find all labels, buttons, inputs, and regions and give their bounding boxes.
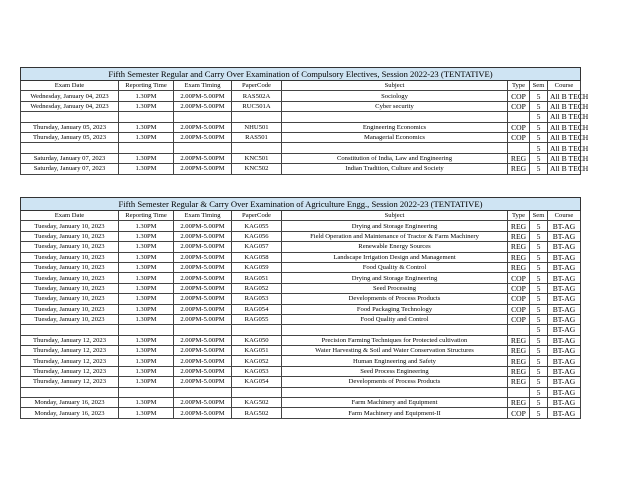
sem-cell: 5: [530, 377, 548, 387]
sem-cell: 5: [530, 283, 548, 293]
sem-cell: 5: [530, 335, 548, 345]
type-cell: COP: [508, 101, 530, 111]
column-header: Exam Timing: [174, 81, 232, 91]
reporting-time-cell: 1.30PM: [119, 335, 174, 345]
exam-timing-cell: 2.00PM-5.00PM: [174, 398, 232, 408]
exam-timing-cell: [174, 112, 232, 122]
exam-date-cell: Tuesday, January 10, 2023: [21, 304, 119, 314]
paper-code-cell: RAS502A: [232, 91, 282, 101]
paper-code-cell: KNC501: [232, 153, 282, 163]
exam-timing-cell: [174, 325, 232, 335]
subject-cell: Precision Farming Techniques for Protected cultivation: [282, 335, 508, 345]
exam-date-cell: Thursday, January 12, 2023: [21, 366, 119, 376]
sem-cell: 5: [530, 398, 548, 408]
table-row: [21, 112, 581, 122]
table-row: [21, 231, 581, 241]
subject-cell: [282, 143, 508, 153]
sem-cell: 5: [530, 273, 548, 283]
exam-date-cell: Thursday, January 05, 2023: [21, 132, 119, 142]
exam-date-cell: Wednesday, January 04, 2023: [21, 91, 119, 101]
paper-code-cell: KAG050: [232, 335, 282, 345]
paper-code-cell: [232, 112, 282, 122]
sem-cell: 5: [530, 304, 548, 314]
paper-code-cell: RAS501: [232, 132, 282, 142]
course-cell: BT-AG: [548, 221, 581, 231]
column-header: Sem: [530, 81, 548, 91]
reporting-time-cell: 1.30PM: [119, 231, 174, 241]
sem-cell: 5: [530, 356, 548, 366]
sem-cell: 5: [530, 325, 548, 335]
subject-cell: Managerial Economics: [282, 132, 508, 142]
course-cell: All B TECH: [548, 153, 581, 163]
subject-cell: Food Quality and Control: [282, 314, 508, 324]
exam-timing-cell: 2.00PM-5.00PM: [174, 231, 232, 241]
column-header: PaperCode: [232, 81, 282, 91]
type-cell: [508, 143, 530, 153]
column-header: Subject: [282, 81, 508, 91]
table-row: [21, 387, 581, 397]
reporting-time-cell: 1.30PM: [119, 273, 174, 283]
type-cell: [508, 387, 530, 397]
paper-code-cell: [232, 387, 282, 397]
table-row: [21, 314, 581, 324]
type-cell: COP: [508, 273, 530, 283]
paper-code-cell: KAG051: [232, 346, 282, 356]
sem-cell: 5: [530, 252, 548, 262]
subject-cell: Drying and Storage Engineering: [282, 221, 508, 231]
subject-cell: Cyber security: [282, 101, 508, 111]
type-cell: COP: [508, 314, 530, 324]
course-cell: All B TECH: [548, 164, 581, 174]
course-cell: BT-AG: [548, 408, 581, 418]
table-row: [21, 325, 581, 335]
exam-timing-cell: [174, 387, 232, 397]
exam-timing-cell: 2.00PM-5.00PM: [174, 132, 232, 142]
exam-timing-cell: 2.00PM-5.00PM: [174, 101, 232, 111]
paper-code-cell: RAG055: [232, 314, 282, 324]
exam-date-cell: Tuesday, January 10, 2023: [21, 283, 119, 293]
exam-timing-cell: 2.00PM-5.00PM: [174, 366, 232, 376]
reporting-time-cell: [119, 325, 174, 335]
exam-timing-cell: 2.00PM-5.00PM: [174, 294, 232, 304]
exam-date-cell: Tuesday, January 10, 2023: [21, 252, 119, 262]
sem-cell: 5: [530, 408, 548, 418]
paper-code-cell: KAG054: [232, 377, 282, 387]
column-header: PaperCode: [232, 211, 282, 221]
sem-cell: 5: [530, 164, 548, 174]
course-cell: BT-AG: [548, 242, 581, 252]
subject-cell: Indian Tradition, Culture and Society: [282, 164, 508, 174]
course-cell: BT-AG: [548, 325, 581, 335]
subject-cell: Engineering Economics: [282, 122, 508, 132]
type-cell: REG: [508, 153, 530, 163]
table-row: [21, 143, 581, 153]
exam-timing-cell: 2.00PM-5.00PM: [174, 346, 232, 356]
exam-date-cell: [21, 112, 119, 122]
subject-cell: Landscape Irrigation Design and Management: [282, 252, 508, 262]
course-cell: BT-AG: [548, 387, 581, 397]
sem-cell: 5: [530, 231, 548, 241]
table-row: [21, 91, 581, 101]
exam-timing-cell: 2.00PM-5.00PM: [174, 262, 232, 272]
reporting-time-cell: [119, 112, 174, 122]
exam-timing-cell: 2.00PM-5.00PM: [174, 408, 232, 418]
column-header: Course: [548, 81, 581, 91]
table-row: [21, 273, 581, 283]
reporting-time-cell: 1.30PM: [119, 91, 174, 101]
reporting-time-cell: 1.30PM: [119, 252, 174, 262]
table-title: Fifth Semester Regular and Carry Over Examination of Compulsory Electives, Session 2022-23 (TENTATIVE): [21, 68, 581, 81]
reporting-time-cell: 1.30PM: [119, 377, 174, 387]
course-cell: BT-AG: [548, 346, 581, 356]
column-header: Course: [548, 211, 581, 221]
subject-cell: [282, 112, 508, 122]
course-cell: All B TECH: [548, 143, 581, 153]
course-cell: BT-AG: [548, 262, 581, 272]
table-row: [21, 122, 581, 132]
exam-timing-cell: 2.00PM-5.00PM: [174, 273, 232, 283]
paper-code-cell: KNC502: [232, 164, 282, 174]
exam-date-cell: [21, 325, 119, 335]
sem-cell: 5: [530, 294, 548, 304]
table-row: [21, 294, 581, 304]
subject-cell: Renewable Energy Sources: [282, 242, 508, 252]
course-cell: All B TECH: [548, 132, 581, 142]
reporting-time-cell: 1.30PM: [119, 283, 174, 293]
subject-cell: Developments of Process Products: [282, 377, 508, 387]
type-cell: REG: [508, 366, 530, 376]
exam-timing-cell: 2.00PM-5.00PM: [174, 304, 232, 314]
exam-timing-cell: 2.00PM-5.00PM: [174, 314, 232, 324]
table-row: [21, 356, 581, 366]
exam-date-cell: Saturday, January 07, 2023: [21, 153, 119, 163]
reporting-time-cell: 1.30PM: [119, 304, 174, 314]
type-cell: COP: [508, 91, 530, 101]
exam-date-cell: Saturday, January 07, 2023: [21, 164, 119, 174]
subject-cell: Human Engineering and Safety: [282, 356, 508, 366]
paper-code-cell: KAG057: [232, 242, 282, 252]
paper-code-cell: KAG059: [232, 262, 282, 272]
exam-timing-cell: 2.00PM-5.00PM: [174, 122, 232, 132]
exam-date-cell: Tuesday, January 10, 2023: [21, 221, 119, 231]
subject-cell: Food Packaging Technology: [282, 304, 508, 314]
reporting-time-cell: [119, 387, 174, 397]
sem-cell: 5: [530, 101, 548, 111]
paper-code-cell: RAG054: [232, 304, 282, 314]
subject-cell: Food Quality & Control: [282, 262, 508, 272]
sem-cell: 5: [530, 221, 548, 231]
reporting-time-cell: 1.30PM: [119, 314, 174, 324]
reporting-time-cell: 1.30PM: [119, 122, 174, 132]
paper-code-cell: RAG051: [232, 273, 282, 283]
sem-cell: 5: [530, 387, 548, 397]
course-cell: All B TECH: [548, 91, 581, 101]
table-row: [21, 262, 581, 272]
exam-date-cell: Thursday, January 12, 2023: [21, 377, 119, 387]
paper-code-cell: KAG052: [232, 356, 282, 366]
type-cell: [508, 112, 530, 122]
reporting-time-cell: 1.30PM: [119, 346, 174, 356]
table-row: [21, 164, 581, 174]
type-cell: REG: [508, 231, 530, 241]
course-cell: BT-AG: [548, 356, 581, 366]
exam-timing-cell: 2.00PM-5.00PM: [174, 91, 232, 101]
subject-cell: Farm Machinery and Equipment-II: [282, 408, 508, 418]
table-header-row: [21, 81, 581, 91]
column-header: Subject: [282, 211, 508, 221]
column-header: Exam Date: [21, 81, 119, 91]
table-row: [21, 283, 581, 293]
reporting-time-cell: 1.30PM: [119, 366, 174, 376]
reporting-time-cell: 1.30PM: [119, 398, 174, 408]
course-cell: BT-AG: [548, 283, 581, 293]
exam-timing-cell: 2.00PM-5.00PM: [174, 252, 232, 262]
subject-cell: Farm Machinery and Equipment: [282, 398, 508, 408]
exam-timing-cell: 2.00PM-5.00PM: [174, 283, 232, 293]
course-cell: BT-AG: [548, 335, 581, 345]
subject-cell: [282, 325, 508, 335]
table-row: [21, 153, 581, 163]
type-cell: REG: [508, 335, 530, 345]
type-cell: REG: [508, 242, 530, 252]
exam-date-cell: Monday, January 16, 2023: [21, 398, 119, 408]
course-cell: All B TECH: [548, 122, 581, 132]
column-header: Exam Date: [21, 211, 119, 221]
paper-code-cell: RAG052: [232, 283, 282, 293]
subject-cell: Drying and Storage Engineering: [282, 273, 508, 283]
reporting-time-cell: 1.30PM: [119, 153, 174, 163]
exam-date-cell: [21, 143, 119, 153]
subject-cell: Field Operation and Maintenance of Tractor & Farm Machinery: [282, 231, 508, 241]
sem-cell: 5: [530, 143, 548, 153]
course-cell: All B TECH: [548, 112, 581, 122]
type-cell: COP: [508, 304, 530, 314]
table-row: [21, 366, 581, 376]
column-header: Sem: [530, 211, 548, 221]
exam-timing-cell: 2.00PM-5.00PM: [174, 164, 232, 174]
exam-date-cell: Monday, January 16, 2023: [21, 408, 119, 418]
column-header: Reporting Time: [119, 81, 174, 91]
type-cell: REG: [508, 398, 530, 408]
sem-cell: 5: [530, 242, 548, 252]
exam-date-cell: Thursday, January 05, 2023: [21, 122, 119, 132]
column-header: Exam Timing: [174, 211, 232, 221]
sem-cell: 5: [530, 91, 548, 101]
exam-timing-cell: [174, 143, 232, 153]
course-cell: BT-AG: [548, 377, 581, 387]
table-row: [21, 335, 581, 345]
exam-timing-cell: 2.00PM-5.00PM: [174, 221, 232, 231]
type-cell: REG: [508, 164, 530, 174]
sem-cell: 5: [530, 122, 548, 132]
table-title: Fifth Semester Regular & Carry Over Examination of Agriculture Engg., Session 2022-23 (TENTATIVE): [21, 198, 581, 211]
paper-code-cell: KAG058: [232, 252, 282, 262]
type-cell: [508, 325, 530, 335]
sem-cell: 5: [530, 132, 548, 142]
exam-date-cell: Tuesday, January 10, 2023: [21, 273, 119, 283]
sem-cell: 5: [530, 366, 548, 376]
sem-cell: 5: [530, 314, 548, 324]
reporting-time-cell: 1.30PM: [119, 221, 174, 231]
reporting-time-cell: 1.30PM: [119, 294, 174, 304]
table-header-row: [21, 211, 581, 221]
type-cell: REG: [508, 377, 530, 387]
paper-code-cell: RAG053: [232, 294, 282, 304]
table-row: [21, 242, 581, 252]
reporting-time-cell: 1.30PM: [119, 356, 174, 366]
exam-timing-cell: 2.00PM-5.00PM: [174, 153, 232, 163]
sem-cell: 5: [530, 153, 548, 163]
course-cell: All B TECH: [548, 101, 581, 111]
subject-cell: Constitution of India, Law and Engineering: [282, 153, 508, 163]
paper-code-cell: [232, 143, 282, 153]
table-row: [21, 408, 581, 418]
exam-timing-cell: 2.00PM-5.00PM: [174, 242, 232, 252]
exam-date-cell: Thursday, January 12, 2023: [21, 335, 119, 345]
type-cell: REG: [508, 221, 530, 231]
type-cell: REG: [508, 252, 530, 262]
reporting-time-cell: 1.30PM: [119, 262, 174, 272]
column-header: Type: [508, 81, 530, 91]
paper-code-cell: KAG053: [232, 366, 282, 376]
table-row: [21, 377, 581, 387]
agriculture-engg-table: [20, 197, 581, 419]
reporting-time-cell: 1.30PM: [119, 164, 174, 174]
course-cell: BT-AG: [548, 252, 581, 262]
exam-date-cell: Wednesday, January 04, 2023: [21, 101, 119, 111]
course-cell: BT-AG: [548, 231, 581, 241]
table-row: [21, 252, 581, 262]
type-cell: COP: [508, 408, 530, 418]
paper-code-cell: KAG055: [232, 221, 282, 231]
paper-code-cell: NHU501: [232, 122, 282, 132]
paper-code-cell: [232, 325, 282, 335]
table-row: [21, 101, 581, 111]
type-cell: REG: [508, 356, 530, 366]
type-cell: COP: [508, 294, 530, 304]
table-row: [21, 346, 581, 356]
type-cell: REG: [508, 346, 530, 356]
exam-date-cell: Tuesday, January 10, 2023: [21, 231, 119, 241]
reporting-time-cell: 1.30PM: [119, 242, 174, 252]
exam-date-cell: Tuesday, January 10, 2023: [21, 242, 119, 252]
type-cell: COP: [508, 283, 530, 293]
exam-date-cell: Thursday, January 12, 2023: [21, 356, 119, 366]
subject-cell: Sociology: [282, 91, 508, 101]
exam-timing-cell: 2.00PM-5.00PM: [174, 377, 232, 387]
course-cell: BT-AG: [548, 294, 581, 304]
course-cell: BT-AG: [548, 398, 581, 408]
type-cell: COP: [508, 132, 530, 142]
table-row: [21, 132, 581, 142]
paper-code-cell: KAG502: [232, 398, 282, 408]
subject-cell: Seed Processing: [282, 283, 508, 293]
exam-date-cell: Thursday, January 12, 2023: [21, 346, 119, 356]
reporting-time-cell: 1.30PM: [119, 101, 174, 111]
course-cell: BT-AG: [548, 314, 581, 324]
course-cell: BT-AG: [548, 366, 581, 376]
column-header: Type: [508, 211, 530, 221]
exam-date-cell: Tuesday, January 10, 2023: [21, 294, 119, 304]
exam-timing-cell: 2.00PM-5.00PM: [174, 356, 232, 366]
subject-cell: [282, 387, 508, 397]
exam-timing-cell: 2.00PM-5.00PM: [174, 335, 232, 345]
exam-date-cell: [21, 387, 119, 397]
table-row: [21, 221, 581, 231]
subject-cell: Seed Process Engineering: [282, 366, 508, 376]
type-cell: COP: [508, 122, 530, 132]
reporting-time-cell: 1.30PM: [119, 408, 174, 418]
paper-code-cell: RUC501A: [232, 101, 282, 111]
course-cell: BT-AG: [548, 273, 581, 283]
sem-cell: 5: [530, 112, 548, 122]
sem-cell: 5: [530, 346, 548, 356]
reporting-time-cell: [119, 143, 174, 153]
paper-code-cell: RAG502: [232, 408, 282, 418]
subject-cell: Developments of Process Products: [282, 294, 508, 304]
exam-date-cell: Tuesday, January 10, 2023: [21, 262, 119, 272]
subject-cell: Water Harvesting & Soil and Water Conservation Structures: [282, 346, 508, 356]
sem-cell: 5: [530, 262, 548, 272]
column-header: Reporting Time: [119, 211, 174, 221]
course-cell: BT-AG: [548, 304, 581, 314]
table-row: [21, 304, 581, 314]
reporting-time-cell: 1.30PM: [119, 132, 174, 142]
exam-date-cell: Tuesday, January 10, 2023: [21, 314, 119, 324]
type-cell: REG: [508, 262, 530, 272]
compulsory-electives-table: [20, 67, 589, 175]
table-row: [21, 398, 581, 408]
paper-code-cell: KAG056: [232, 231, 282, 241]
